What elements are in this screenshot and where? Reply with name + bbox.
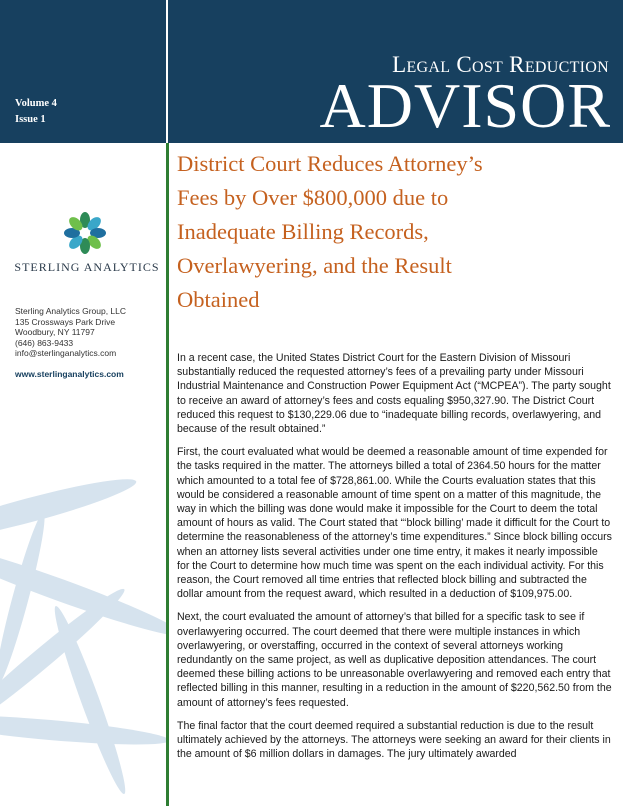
company-address [15,306,126,359]
sterling-logo-icon [64,212,106,254]
phone-number: (646) 863-9433 [15,337,74,348]
address-line: Woodbury, NY 11797 [15,327,95,337]
volume-label: Volume 4 [15,98,57,109]
title-line: Obtained [177,287,260,312]
article-paragraph: First, the court evaluated what would be deemed a reasonable amount of time expended for the tasks required in the matter. The attorneys billed a total of 2364.50 hours for the matter which amounted to a total fee of $728,861.00. While the Courts evaluation states that this would be considered a reasonable amount of time spent on a matter of this magnitude, the way in which the billing was done would make it impossible for the Court to deem the total amount of hours as valid. The Court stated that “‘block billing’ made it difficult for the Court to determine the reasonableness of the attorney’s time expenditures.” Since block billing occurs when an attorney lists several activities under one time entry, it makes it nearly impossible for the Court to determine how much time was spent on the each individual activity. For this reason, the Court removed all time entries that reflected block billing and subtracted the dollar amount from the request award, which resulted in a deduction of $109,975.00. [177,446,612,601]
column-divider [166,143,169,806]
title-line: Inadequate Billing Records, [177,219,429,244]
website-link[interactable]: www.sterlinganalytics.com [15,369,124,379]
address-line: Sterling Analytics Group, LLC [15,306,127,316]
masthead-panel [168,0,623,143]
starburst-graphic [0,400,166,806]
company-name: STERLING ANALYTICS [14,260,160,274]
article-title [177,147,617,317]
issue-label: Issue 1 [15,114,46,125]
article-paragraph: In a recent case, the United States District Court for the Eastern Division of Missouri substantially reduced the requested attorney’s fees of a prevailing party under Missouri Industrial Maintenance and Construction Power Equipment Act (“MCPEA”). The party sought to receive an award of attorney’s fees and costs equaling $950,327.90. The District Court reduced this request to $130,229.06 due to “inadequate billing records, overlawyering, and because of the result obtained.” [177,352,611,436]
article-paragraph: Next, the court evaluated the amount of attorney’s that billed for a specific task to see if overlawyering occurred. The court deemed that there were multiple instances in which overlawyering, or overstaffing, occurred in the context of several attorneys working redundantly on the same project, as well as duplicative deposition attendances. The court deemed these billing actions to be unreasonable overlawyering and removed each entry that reflected billing in this manner, resulting in a reduction in the amount of $220,562.50 from the amount of attorney’s fees requested. [177,611,612,709]
article-body [177,351,613,770]
sidebar-header-panel [0,0,166,143]
title-line: Fees by Over $800,000 due to [177,185,449,210]
masthead-title: ADVISOR [319,70,611,141]
masthead-subtitle: Legal Cost Reduction [392,52,609,77]
email-address: info@sterlinganalytics.com [15,348,117,358]
title-line: District Court Reduces Attorney’s [177,151,483,176]
title-line: Overlawyering, and the Result [177,253,452,278]
issue-info [15,96,57,128]
article-paragraph: The final factor that the court deemed required a substantial reduction is due to the result ultimately achieved by the attorneys. The attorneys were seeking an award for their clients in the amount of $6 million dollars in damages. The jury ultimately awarded [177,719,611,761]
address-line: 135 Crossways Park Drive [15,316,116,327]
